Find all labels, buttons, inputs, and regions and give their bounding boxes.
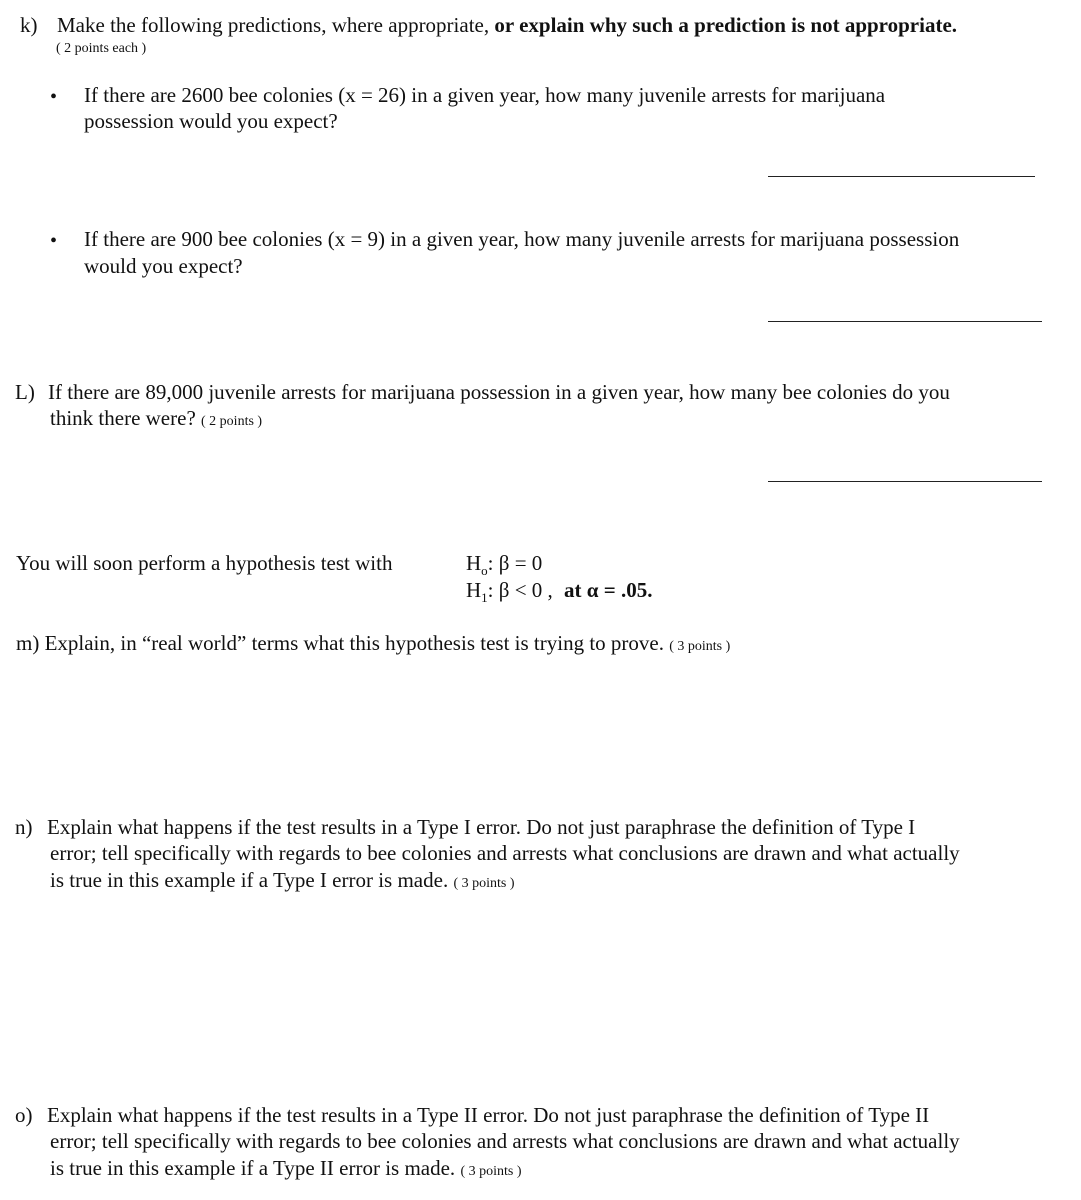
question-L-line2 <box>50 405 262 435</box>
question-k-label: k) <box>20 13 38 37</box>
alt-hypothesis-rest: : β < 0 , <box>487 578 553 602</box>
bullet-icon: • <box>50 230 58 252</box>
significance-level: at α = .05. <box>564 578 653 602</box>
question-o-line3 <box>50 1155 522 1185</box>
question-m <box>16 630 730 660</box>
alt-hypothesis-sub: 1 <box>481 590 488 606</box>
question-k2-line2: would you expect? <box>84 254 243 278</box>
question-k1-line2: possession would you expect? <box>84 109 338 133</box>
question-n-points: ( 3 points ) <box>453 876 515 891</box>
question-k-prompt-plain: Make the following predictions, where appropriate, <box>57 13 490 37</box>
answer-line-k2[interactable] <box>768 321 1042 322</box>
question-o-line2: error; tell specifically with regards to bee colonies and arrests what conclusions are drawn and what actually <box>50 1129 960 1153</box>
bullet-icon: • <box>50 86 58 108</box>
answer-line-k1[interactable] <box>768 176 1035 177</box>
null-hypothesis-sub: o <box>481 563 488 579</box>
question-n-line3 <box>50 867 515 897</box>
question-k-prompt-bold: or explain why such a prediction is not appropriate. <box>494 13 958 37</box>
question-k2-line1: If there are 900 bee colonies (x = 9) in a given year, how many juvenile arrests for marijuana possession <box>84 227 960 251</box>
answer-line-L[interactable] <box>768 481 1042 482</box>
question-k1-line1: If there are 2600 bee colonies (x = 26) in a given year, how many juvenile arrests for marijuana <box>84 83 886 107</box>
alternative-hypothesis <box>466 577 653 606</box>
null-hypothesis-rest: : β = 0 <box>487 551 543 575</box>
question-o-line3-text: is true in this example if a Type II error is made. <box>50 1156 456 1180</box>
hypothesis-intro: You will soon perform a hypothesis test with <box>16 551 393 575</box>
question-n-label: n) <box>15 815 33 839</box>
alt-hypothesis-h: H <box>466 578 482 602</box>
question-L-line2-text: think there were? <box>50 406 196 430</box>
question-n-line3-text: is true in this example if a Type I error is made. <box>50 868 449 892</box>
question-m-text: Explain, in “real world” terms what this hypothesis test is trying to prove. <box>44 631 664 655</box>
question-k-prompt <box>57 12 957 38</box>
question-m-label: m) <box>16 631 40 655</box>
question-o-points: ( 3 points ) <box>460 1164 522 1179</box>
question-L-line1: If there are 89,000 juvenile arrests for marijuana possession in a given year, how many bee colonies do you <box>48 380 950 404</box>
question-o-label: o) <box>15 1103 33 1127</box>
null-hypothesis <box>466 550 543 579</box>
question-n-line2: error; tell specifically with regards to bee colonies and arrests what conclusions are drawn and what actually <box>50 841 960 865</box>
question-o-line1: Explain what happens if the test results in a Type II error. Do not just paraphrase the definition of Type II <box>47 1103 930 1127</box>
question-L-points: ( 2 points ) <box>201 414 263 429</box>
question-m-points: ( 3 points ) <box>669 639 731 654</box>
question-L-label: L) <box>15 380 35 404</box>
question-k-points: ( 2 points each ) <box>56 41 147 56</box>
question-n-line1: Explain what happens if the test results in a Type I error. Do not just paraphrase the definition of Type I <box>47 815 916 839</box>
null-hypothesis-h: H <box>466 551 482 575</box>
